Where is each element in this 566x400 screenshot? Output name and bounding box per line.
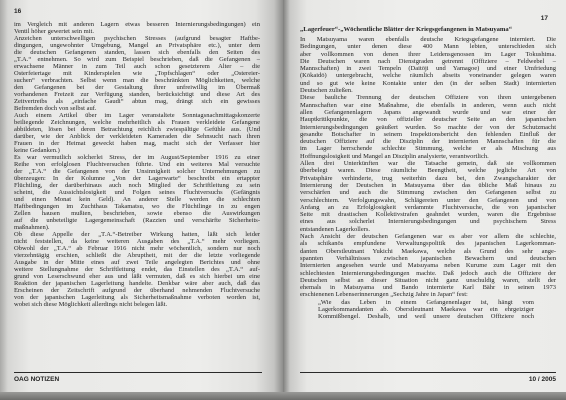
paragraph <box>300 233 556 299</box>
text-line: den Gefangenen bei der Gestaltung ihrer unfreiwillig im Übermaß <box>14 84 260 91</box>
text-line: Anfang an zu Erfolglosigkeit verdammte Fluchtversuche, die von japanischer <box>300 203 556 211</box>
paragraph <box>300 160 556 233</box>
text-line: Ventil höher gewertet sein mit. <box>14 28 94 35</box>
text-line: Zellen hausen mußten, beschrieben, sowie ebenso die Auswirkungen <box>14 210 260 217</box>
text-line: (Kōkaidō) untergebracht, welche räumlich abseits voneinander gelegen waren <box>300 72 556 80</box>
text-line: maßnahmen). <box>14 224 50 231</box>
paragraph <box>14 21 260 35</box>
text-line: ehemals in Matsuyama und Bando internierte Karl Bähr in seinen 1973 <box>300 284 556 292</box>
text-line: scheint, die Aussichtslosigkeit und Folgen seines Fluchtversuchs (Gefängnis <box>14 189 260 196</box>
text-line: Internierung der Deutschen in Matsuyama über das übliche Maß hinaus zu <box>300 181 556 189</box>
section-heading: „Lagerfeuer“-„Wöchentliche Blätter der Kriegsgefangenen in Matsuyama“ <box>300 26 513 33</box>
text-line: Allen drei Unterkünften war die Tatsache gemein, daß sie vollkommen <box>300 160 556 168</box>
right-page <box>283 0 566 394</box>
text-line: und einen Monat kein Geld). An anderer Stelle werden die schlechten <box>14 196 260 203</box>
text-line: Anzeichen unterschwelligen psychischen Stresses (aufgrund besagter Haftbe- <box>14 35 260 42</box>
text-line: Erscheinen der Zeitschrift aufgrund der überhand nehmenden Fluchtversuche <box>14 287 260 294</box>
text-line: Hoffnungslosigkeit und Mangel an Disziplin analysierte, verantwortlich. <box>300 152 489 160</box>
text-line: der „T.A.“ die Gefangenen von der Unsinnigkeit solcher Unternehmungen zu <box>14 168 260 175</box>
body-text <box>14 21 260 308</box>
text-line: entstandenen Lagerkollers. <box>300 225 371 233</box>
text-line: Kommißbengel. Deshalb, und weil unsere deutschen Offiziere noch <box>318 313 534 321</box>
text-line: Internierten angesehen wurde und Matsuyama neben Kurume zum Lager mit den <box>300 262 556 270</box>
text-line: vierzehntägig erschien, schließt die Abruptheit, mit der die letzte vorliegende <box>14 252 260 259</box>
text-line: überzeugen: In der Kolumne „Von der Lagerwarte“ beschreibt ein ertappter <box>14 175 260 182</box>
block-quote <box>318 299 534 321</box>
text-line: gesandte Botschafter in seinem Inspektionsbericht den fehlenden Einfluß der <box>300 130 556 138</box>
text-line: weitere Stellungnahme der Schriftleitung endet, das Einstellen des „T.A.“ auf- <box>14 266 260 273</box>
text-line: spannten Verhältnisses zwischen japanischen Bewachern und deutschen <box>300 254 556 262</box>
paragraph <box>14 154 260 231</box>
text-line: Befremden doch von selbst auf. <box>14 105 97 112</box>
text-line: vorhandenen Freizeit zur Verfügung standen, berücksichtigt und diese Art des <box>14 91 260 98</box>
text-line: im Lager herrschende schlechte Stimmung, welche er als Mischung aus <box>300 145 556 153</box>
text-line: Haftbedingungen im Zuchthaus Takamatsu, wo die Flüchtlinge in zu engen <box>14 203 260 210</box>
text-line: Deutschen zuließen. <box>300 87 353 95</box>
text-line: suchen“ verbrachten. Selbst wenn man die beschränkten Möglichkeiten, welche <box>14 77 260 84</box>
text-line: dingungen, ungewohnter Umgebung, Mangel an Privatsphäre etc.), unter dem <box>14 42 260 49</box>
page-number: 16 <box>14 8 22 15</box>
paragraph <box>14 231 260 308</box>
paragraph <box>14 35 260 112</box>
text-line: Reihe von erfolglosen Fluchtversuchen führte. Und ein weiteres Mal versuchte <box>14 161 260 168</box>
text-line: darüber, wie der Anblick der verkleideten Kameraden die Sehnsucht nach ihren <box>14 133 260 140</box>
desk-surface <box>0 392 566 400</box>
text-line: von der japanischen Lagerleitung als Sicherheitsmaßnahme verboten worden ist, <box>14 294 260 301</box>
body-text <box>300 36 556 321</box>
text-line: Hauptkritikpunkte, die von offizieller deutscher Seite an den japanischen <box>300 116 556 124</box>
text-line: wobei sich diese Möglichkeit allerdings nicht belegen läßt. <box>14 301 168 308</box>
paragraph <box>300 36 556 94</box>
text-line: Flüchtling, der darüberhinaus auch noch Mitglied der Schriftleitung zu sein <box>14 182 260 189</box>
text-line: Obwohl der „T.A.“ ab Februar 1916 nicht mehr wöchentlich, sondern nur noch <box>14 245 260 252</box>
text-line: deutschen Offiziere auf die Disziplin der internierten Mannschaften für die <box>300 138 556 146</box>
text-line: Deutschen selbst an dieser Situation nicht ganz unschuldig waren, stellt der <box>300 276 556 284</box>
text-line: „T.A.“ entnehmen. So wird zum Beispiel beschrieben, daß die Gefangenen – <box>14 56 260 63</box>
text-line: Diese bauliche Trennung der deutschen Offiziere von ihren untergebenen <box>300 94 556 102</box>
text-line: im Vergleich mit anderen Lagern etwas besseren Internierungsbedingungen) ein <box>14 21 260 28</box>
text-line: allen Gefangenenlagern Japans angewandt wurde und war einer der <box>300 108 556 116</box>
text-line: verschärfen und auch die Stimmung zwischen den Gefangenen selbst zu <box>300 189 556 197</box>
journal-title: OAG NOTIZEN <box>14 376 60 383</box>
text-line: danten Oberstleutnant Yukichi Maekawa, welche als Grund des sehr ange- <box>300 247 556 255</box>
text-line: Zeitvertreibs als „einfache Gaudi“ abtun mag, drängt sich ein gewisses <box>14 98 260 105</box>
text-line: Privatsphäre verhinderte, trug weiterhin dazu bei, den Zwangscharakter der <box>300 174 556 182</box>
text-line: Osterfeiertage mit Kinderspielen wie „Topfschlagen“ oder „Ostereier- <box>14 70 260 77</box>
text-line: beiliegende Zeichnungen, welche mehrheitlich als Frauen verkleidete Gefangene <box>14 119 260 126</box>
text-line: In Matsuyama waren ebenfalls deutsche Kriegsgefangene interniert. Die <box>300 36 556 43</box>
text-line: erschienenen Lebenserinnerungen „Sechzig Jahre in Japan“ fest: <box>300 291 468 299</box>
text-line: erwachsene Männer in zum Teil auch schon gesetzterem Alter – die <box>14 63 260 70</box>
text-line: abbildeten, lösen bei deren Betrachtung reichlich zwiespältige Gefühle aus. (Und <box>14 126 260 133</box>
text-line: „Wie das Leben in einem Gefangenenlager ist, hängt vom <box>318 298 534 306</box>
text-line: Mannschaften war eine Maßnahme, die ebenfalls in anderen, wenn auch nicht <box>300 101 556 109</box>
text-line: Auch einem Artikel über im Lager veranstaltete Sonntagsnachmittagskonzerte <box>14 112 260 119</box>
text-line: Internierungsbedingungen geäußert wurden. So machte der von der Schutzmacht <box>300 123 556 131</box>
text-line: Nach Ansicht der deutschen Gefangenen war es aber vor allem die schlechte, <box>300 233 556 241</box>
text-line: die deutschen Gefangenen standen, lassen sich ebenfalls den Seiten des <box>14 49 260 56</box>
text-line: aber vollkommen von denen ihrer Leidensgenossen im Lager Tokushima. <box>300 50 556 58</box>
text-line: auf die unbeteiligte Lagergemeinschaft (Razzien und verschärfte Sicherheits- <box>14 217 260 224</box>
left-page <box>0 0 283 394</box>
text-line: Lagerkommandanten ab. Oberstleutnant Maekawa war ein ehrgeiziger <box>318 305 534 313</box>
footer-rule <box>14 372 262 373</box>
footer-rule <box>300 372 556 373</box>
text-line: und so gut wie keine Kontakte unter den (in der selben Stadt) internierten <box>300 79 556 87</box>
text-line: Mannschaften) in zwei Tempeln (Daitōji und Yamagoe) und einer Umfriedung <box>300 65 556 73</box>
text-line: grund von Leserschwund eher aus und läßt vermuten, daß es sich hierbei um eine <box>14 273 260 280</box>
text-line: keine Gedanken.) <box>14 147 60 154</box>
paragraph <box>14 112 260 154</box>
text-line: als schikanös empfundene Verwaltungspolitik des japanischen Lagerkomman- <box>300 240 556 248</box>
text-line: Es war vermutlich solcherlei Stress, der im August/September 1916 zu einer <box>14 154 260 161</box>
text-line: Bedingungen, unter denen diese 400 Mann lebten, unterschieden sich <box>300 43 556 51</box>
paragraph <box>300 94 556 160</box>
text-line: schlechtesten Internierungsbedingungen machte. Daß jedoch auch die Offiziere der <box>300 269 556 277</box>
text-line: verschlechtern. Verfolgungswahn, Schlägereien unter den Gefangenen und von <box>300 196 556 204</box>
text-line: eines aus solcherlei Internierungsbedingungen und psychischem Stress <box>300 218 556 226</box>
text-line: Frauen in der Heimat geweckt haben mag, macht sich der Verfasser hier <box>14 140 260 147</box>
text-line: Seite mit drastischen Kollektivstrafen geahndet wurden, waren die Ergebnisse <box>300 211 556 219</box>
text-line: Ob diese Appelle der „T.A.“-Betreiber Wirkung hatten, läßt sich leider <box>14 231 260 238</box>
text-line: überbelegt waren. Diese räumliche Beengtheit, welche jegliche Art von <box>300 167 556 175</box>
text-line: Ausgabe in der Mitte eines auf zwei Teile angelegten Berichtes und ohne <box>14 259 260 266</box>
text-line: nicht feststellen, da keine weiteren Ausgaben des „T.A.“ mehr vorliegen. <box>14 238 260 245</box>
text-line: Reaktion der japanischen Lagerleitung handelte. Denkbar wäre aber auch, daß das <box>14 280 260 287</box>
text-line: Die Deutschen waren nach Dienstgraden getrennt (Offiziere – Feldwebel – <box>300 57 556 65</box>
page-number: 17 <box>540 15 548 22</box>
issue-label: 10 / 2005 <box>528 376 556 383</box>
